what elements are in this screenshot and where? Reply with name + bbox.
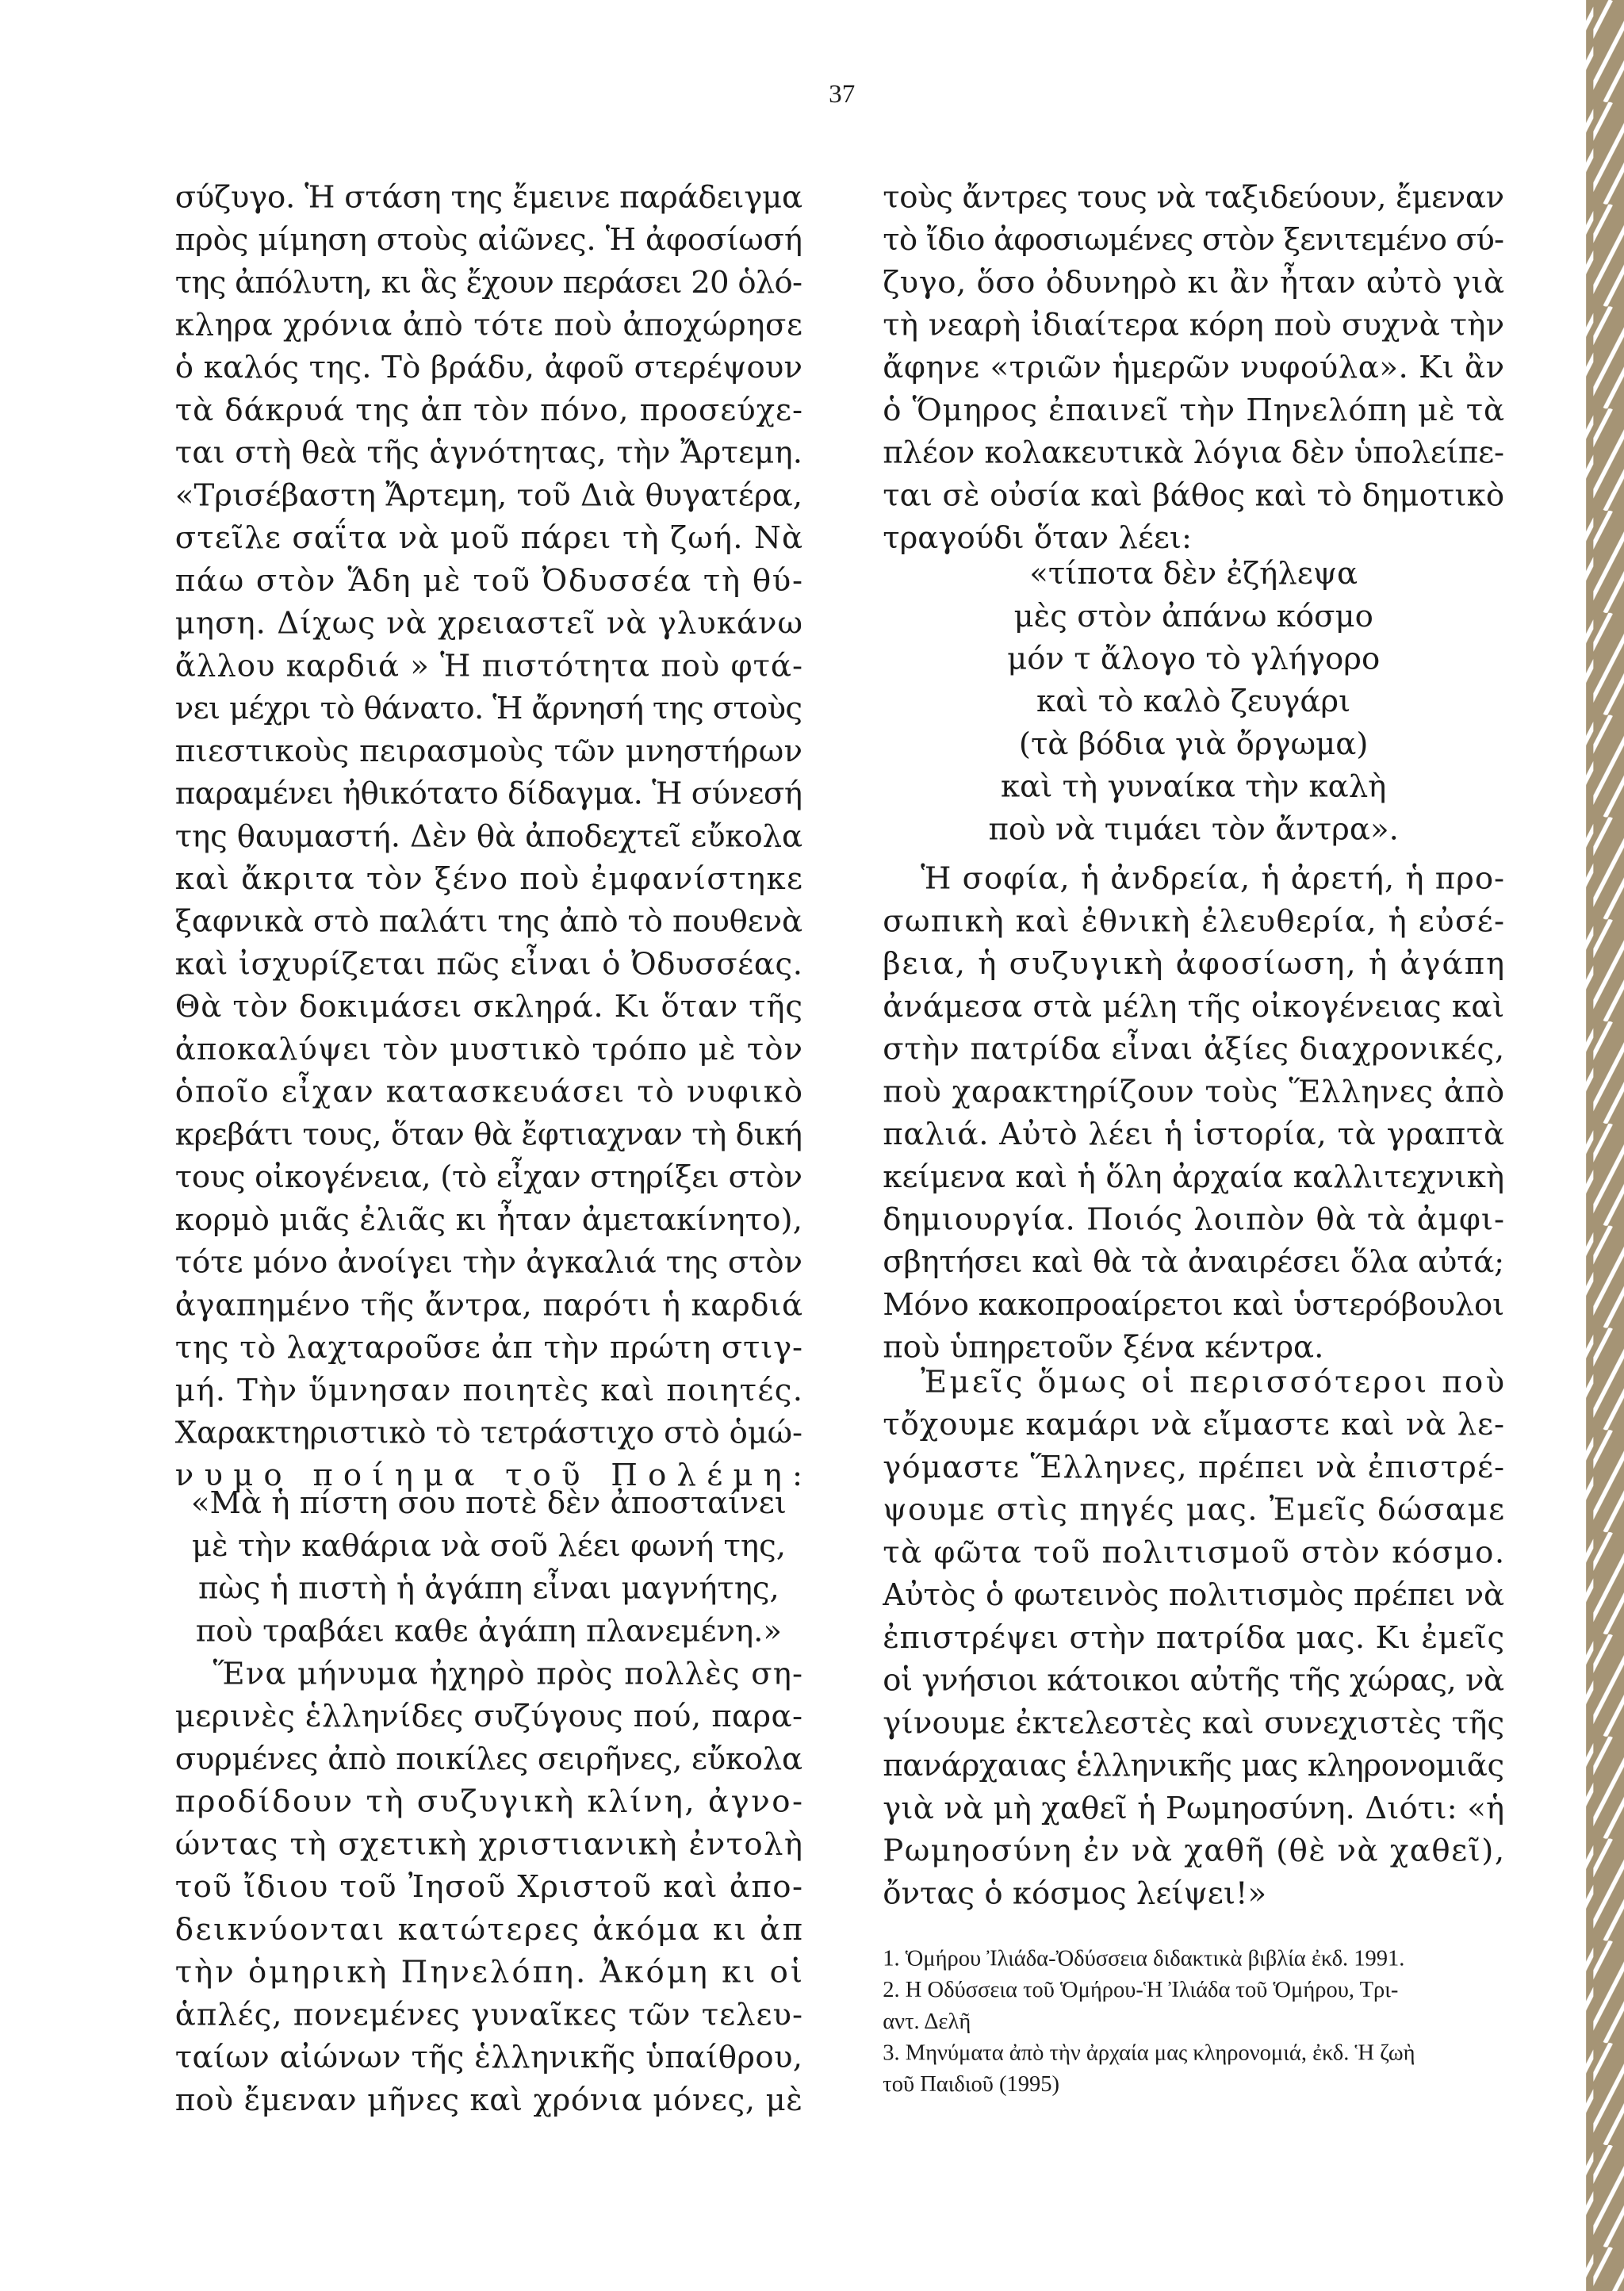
- text-line: γόμαστε Ἕλληνες, πρέπει νὰ ἐπιστρέ-: [883, 1449, 1505, 1485]
- right-column: [882, 179, 1504, 2097]
- text-line: παλιά. Αὐτὸ λέει ἡ ἱστορία, τὰ γραπτὰ: [883, 1117, 1505, 1153]
- text-line: σωπικὴ καὶ ἐθνικὴ ἐλευθερία, ἡ εὐσέ-: [883, 903, 1505, 940]
- text-line: μηση. Δίχως νὰ χρειαστεῖ νὰ γλυκάνω: [174, 605, 803, 642]
- text-line: ἁπλές, πονεμένες γυναῖκες τῶν τελευ-: [174, 1997, 803, 2033]
- text-line: ἀγαπημένο τῆς ἄντρα, παρότι ἡ καρδιά: [174, 1287, 803, 1324]
- text-line: γίνουμε ἐκτελεστὲς καὶ συνεχιστὲς τῆς: [883, 1705, 1505, 1741]
- text-line: «Τρισέβαστη Ἄρτεμη, τοῦ Διὰ θυγατέρα,: [174, 477, 803, 514]
- text-line: κληρα χρόνια ἀπὸ τότε ποὺ ἀποχώρησε: [174, 307, 803, 343]
- text-line: της τὸ λαχταροῦσε ἀπ τὴν πρώτη στιγ-: [174, 1330, 803, 1366]
- song-line: μὲς στὸν ἀπάνω κόσμο: [1013, 598, 1373, 634]
- text-line: Μόνο κακοπροαίρετοι καὶ ὑστερόβουλοι: [883, 1286, 1505, 1323]
- song-line: καὶ τὴ γυναίκα τὴν καλὴ: [1001, 768, 1387, 805]
- text-line: πάω στὸν Ἅδη μὲ τοῦ Ὀδυσσέα τὴ θύ-: [174, 562, 803, 599]
- text-line: τὸ ἴδιο ἀφοσιωμένες στὸν ξενιτεμένο σύ-: [883, 222, 1505, 259]
- text-line: καὶ ἄκριτα τὸν ξένο ποὺ ἐμφανίστηκε: [174, 861, 803, 898]
- text-line: καὶ ἰσχυρίζεται πῶς εἶναι ὁ Ὀδυσσέας.: [174, 946, 803, 983]
- song-line: καὶ τὸ καλὸ ζευγάρι: [1036, 684, 1351, 720]
- text-line: στὴν πατρίδα εἶναι ἀξίες διαχρονικές,: [883, 1031, 1505, 1067]
- folk-song-quote: [988, 556, 1398, 847]
- text-line: τὴν ὁμηρικὴ Πηνελόπη. Ἀκόμη κι οἱ: [174, 1954, 803, 1990]
- text-line: ὁ Ὅμηρος ἐπαινεῖ τὴν Πηνελόπη μὲ τὰ: [883, 392, 1505, 428]
- text-line: ταίων αἰώνων τῆς ἑλληνικῆς ὑπαίθρου,: [174, 2040, 803, 2076]
- text-line: τους οἰκογένεια, (τὸ εἶχαν στηρίξει στὸν: [174, 1159, 803, 1196]
- text-line: συρμένες ἀπὸ ποικίλες σειρῆνες, εὔκολα: [174, 1741, 803, 1777]
- text-line: ἐπιστρέψει στὴν πατρίδα μας. Κι ἐμεῖς: [883, 1619, 1505, 1656]
- footnote-line: τοῦ Παιδιοῦ (1995): [883, 2071, 1060, 2097]
- text-line: τὰ δάκρυά της ἀπ τὸν πόνο, προσεύχε-: [174, 392, 803, 428]
- footnote-line: 1. Ὁμήρου Ἰλιάδα-Ὀδύσσεια διδακτικὰ βιβλία ἐκδ. 1991.: [883, 1946, 1405, 1971]
- left-column-paragraph: [175, 179, 802, 1493]
- text-line: ἄλλου καρδιά » Ἡ πιστότητα ποὺ φτά-: [174, 648, 803, 684]
- text-line: ώντας τὴ σχετικὴ χριστιανικὴ ἐντολὴ: [174, 1826, 803, 1863]
- text-line: ὁ καλός της. Τὸ βράδυ, ἀφοῦ στερέψουν: [174, 350, 803, 386]
- song-line: «τίποτα δὲν ἐζήλεψα: [1029, 556, 1358, 592]
- text-line: της ἀπόλυτη, κι ἃς ἔχουν περάσει 20 ὁλό-: [174, 264, 803, 301]
- text-line: μή. Τὴν ὕμνησαν ποιητὲς καὶ ποιητές.: [174, 1372, 803, 1408]
- text-line: σύζυγο. Ἡ στάση της ἔμεινε παράδειγμα: [174, 179, 803, 216]
- text-line: Ἕνα μήνυμα ἠχηρὸ πρὸς πολλὲς ση-: [213, 1656, 803, 1692]
- footnote-line: 3. Μηνύματα ἀπὸ τὴν ἀρχαία μας κληρονομιά, ἐκδ. Ἡ ζωὴ: [883, 2040, 1415, 2066]
- text-line: ψουμε στὶς πηγές μας. Ἐμεῖς δώσαμε: [883, 1492, 1505, 1528]
- text-line: τραγούδι ὅταν λέει:: [883, 520, 1193, 557]
- song-line: (τὰ βόδια γιὰ ὄργωμα): [1018, 726, 1369, 762]
- text-line: ἀποκαλύψει τὸν μυστικὸ τρόπο μὲ τὸν: [174, 1031, 803, 1067]
- text-line: ποὺ ἔμεναν μῆνες καὶ χρόνια μόνες, μὲ: [174, 2082, 803, 2118]
- text-line: ζυγο, ὅσο ὀδυνηρὸ κι ἂν ἦταν αὐτὸ γιὰ: [883, 264, 1505, 301]
- text-line: Θὰ τὸν δοκιμάσει σκληρά. Κι ὅταν τῆς: [174, 989, 803, 1025]
- text-line: Χαρακτηριστικὸ τὸ τετράστιχο στὸ ὁμώ-: [174, 1415, 803, 1451]
- text-line: ὁποῖο εἶχαν κατασκευάσει τὸ νυφικὸ: [174, 1074, 803, 1110]
- text-line: κορμὸ μιᾶς ἐλιᾶς κι ἦταν ἀμετακίνητο),: [174, 1201, 803, 1238]
- text-line: της θαυμαστή. Δὲν θὰ ἀποδεχτεῖ εὔκολα: [174, 818, 803, 855]
- text-line: ὄντας ὁ κόσμος λείψει!»: [883, 1875, 1267, 1912]
- text-line: σβητήσει καὶ θὰ τὰ ἀναιρέσει ὅλα αὐτά;: [883, 1244, 1505, 1281]
- text-line: προδίδουν τὴ συζυγικὴ κλίνη, ἀγνο-: [174, 1783, 803, 1820]
- left-column-paragraph-2: [175, 1657, 802, 2118]
- text-line: ποὺ χαρακτηρίζουν τοὺς Ἕλληνες ἀπὸ: [883, 1074, 1505, 1110]
- song-line: ποὺ νὰ τιμάει τὸν ἄντρα».: [988, 811, 1399, 848]
- right-column-paragraph: [883, 179, 1504, 556]
- text-line: ποὺ ὑπηρετοῦν ξένα κέντρα.: [883, 1329, 1324, 1366]
- text-line: ται στὴ θεὰ τῆς ἁγνότητας, τὴν Ἄρτεμη.: [174, 435, 803, 471]
- text-line: τοὺς ἄντρες τους νὰ ταξιδεύουν, ἔμεναν: [883, 179, 1505, 216]
- text-line: μερινὲς ἑλληνίδες συζύγους πού, παρα-: [174, 1699, 803, 1735]
- text-line: πανάρχαιας ἑλληνικῆς μας κληρονομιᾶς: [883, 1748, 1505, 1784]
- song-line: μόν τ ἄλογο τὸ γλήγορο: [1007, 641, 1381, 677]
- text-line: στεῖλε σαΐτα νὰ μοῦ πάρει τὴ ζωή. Νὰ: [174, 520, 803, 557]
- text-line: οἱ γνήσιοι κάτοικοι αὐτῆς τῆς χώρας, νὰ: [883, 1662, 1505, 1699]
- text-line: δημιουργία. Ποιός λοιπὸν θὰ τὰ ἀμφι-: [883, 1201, 1505, 1238]
- text-line: πλέον κολακευτικὰ λόγια δὲν ὑπολείπε-: [883, 435, 1505, 471]
- text-line: Ἡ σοφία, ἡ ἀνδρεία, ἡ ἀρετή, ἡ προ-: [921, 860, 1505, 897]
- poem-line: «Μὰ ἡ πίστη σου ποτὲ δὲν ἀποσταίνει: [190, 1485, 787, 1522]
- text-line: νει μέχρι τὸ θάνατο. Ἡ ἄρνησή της στοὺς: [174, 691, 803, 727]
- text-line: κείμενα καὶ ἡ ὅλη ἀρχαία καλλιτεχνικὴ: [883, 1159, 1505, 1195]
- text-line: τοῦ ἴδιου τοῦ Ἰησοῦ Χριστοῦ καὶ ἀπο-: [174, 1869, 803, 1906]
- text-line: κρεβάτι τους, ὅταν θὰ ἔφτιαχναν τὴ δική: [174, 1117, 803, 1153]
- text-line: ξαφνικὰ στὸ παλάτι της ἀπὸ τὸ πουθενὰ: [174, 903, 803, 940]
- text-line: Αὐτὸς ὁ φωτεινὸς πολιτισμὸς πρέπει νὰ: [883, 1577, 1505, 1614]
- poem-line: μὲ τὴν καθάρια νὰ σοῦ λέει φωνή της,: [191, 1527, 786, 1564]
- text-line: νυμο ποίημα τοῦ Πολέμη:: [174, 1458, 803, 1494]
- poem-line: πὼς ἡ πιστὴ ἡ ἀγάπη εἶναι μαγνήτης,: [198, 1570, 779, 1607]
- text-line: Ρωμηοσύνη ἐν νὰ χαθῆ (θὲ νὰ χαθεῖ),: [883, 1833, 1505, 1869]
- left-column: [175, 179, 802, 2118]
- text-line: πρὸς μίμηση στοὺς αἰῶνες. Ἡ ἀφοσίωσή: [174, 222, 803, 259]
- text-line: ται σὲ οὐσία καὶ βάθος καὶ τὸ δημοτικὸ: [883, 477, 1505, 514]
- text-line: γιὰ νὰ μὴ χαθεῖ ἡ Ρωμηοσύνη. Διότι: «ἡ: [883, 1790, 1505, 1826]
- text-line: τότε μόνο ἀνοίγει τὴν ἀγκαλιά της στὸν: [174, 1244, 803, 1281]
- page-number: 37: [829, 79, 856, 109]
- text-line: παραμένει ἠθικότατο δίδαγμα. Ἡ σύνεσή: [174, 776, 803, 812]
- text-line: ἀνάμεσα στὰ μέλη τῆς οἰκογένειας καὶ: [883, 988, 1505, 1025]
- footnote-line: 2. Η Οδύσσεια τοῦ Ὁμήρου-Ἡ Ἰλιάδα τοῦ Ὁμήρου, Τρι-: [883, 1978, 1399, 2003]
- text-line: Ἐμεῖς ὅμως οἱ περισσότεροι ποὺ: [921, 1364, 1505, 1400]
- footnote-line: αντ. Δελῆ: [883, 2009, 971, 2034]
- text-line: τὴ νεαρὴ ἰδιαίτερα κόρη ποὺ συχνὰ τὴν: [883, 307, 1505, 343]
- decorative-meander-band: [1586, 0, 1624, 2291]
- text-line: δεικνύονται κατώτερες ἀκόμα κι ἀπ: [174, 1911, 803, 1948]
- text-line: τὰ φῶτα τοῦ πολιτισμοῦ στὸν κόσμο.: [883, 1534, 1505, 1571]
- text-line: βεια, ἡ συζυγικὴ ἀφοσίωση, ἡ ἀγάπη: [883, 946, 1505, 983]
- text-line: πιεστικοὺς πειρασμοὺς τῶν μνηστήρων: [174, 733, 803, 769]
- text-line: τὄχουμε καμάρι νὰ εἴμαστε καὶ νὰ λε-: [883, 1407, 1505, 1443]
- poem-line: ποὺ τραβάει καθε ἀγάπη πλανεμένη.»: [195, 1613, 783, 1649]
- text-line: ἄφηνε «τριῶν ἡμερῶν νυφούλα». Κι ἂν: [883, 350, 1505, 386]
